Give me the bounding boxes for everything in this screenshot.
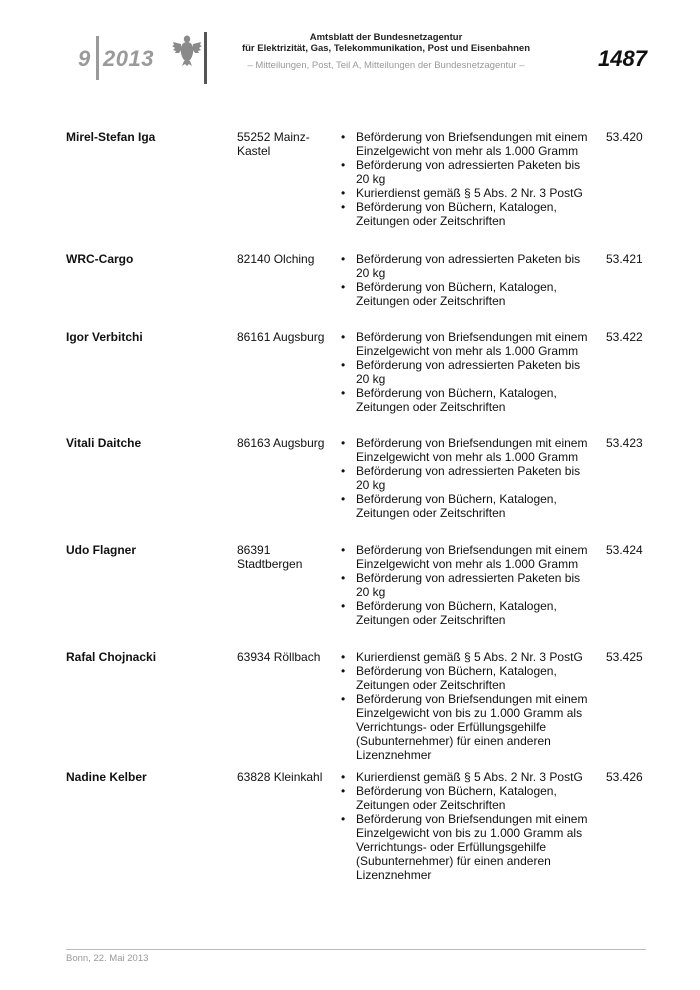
service-list <box>341 436 591 520</box>
service-list <box>341 543 591 627</box>
service-item <box>341 280 591 308</box>
service-item <box>341 599 591 627</box>
license-number: 53.425 <box>606 650 643 664</box>
service-text: Beförderung von Briefsendungen mit einem Einzelgewicht von mehr als 1.000 Gramm <box>356 130 588 158</box>
bullet-icon: • <box>341 280 346 294</box>
bullet-icon: • <box>341 492 346 506</box>
service-text: Beförderung von Büchern, Katalogen, Zeitungen oder Zeitschriften <box>356 280 557 308</box>
license-number: 53.426 <box>606 770 643 784</box>
service-text: Beförderung von Briefsendungen mit einem Einzelgewicht von mehr als 1.000 Gramm <box>356 436 588 464</box>
service-item <box>341 812 591 882</box>
licensee-location: 86161 Augsburg <box>237 330 325 344</box>
service-item <box>341 186 591 200</box>
bullet-icon: • <box>341 386 346 400</box>
federal-eagle-icon <box>172 33 202 67</box>
service-list <box>341 330 591 414</box>
service-text: Beförderung von Büchern, Katalogen, Zeitungen oder Zeitschriften <box>356 599 557 627</box>
service-item <box>341 252 591 280</box>
bullet-icon: • <box>341 464 346 478</box>
issue-number: 9 <box>78 46 91 71</box>
page-header <box>0 0 700 100</box>
issue-year: 2013 <box>103 46 154 71</box>
licensee-location: 82140 Olching <box>237 252 315 266</box>
license-number: 53.424 <box>606 543 643 557</box>
license-number: 53.420 <box>606 130 643 144</box>
footer-date: Bonn, 22. Mai 2013 <box>66 953 149 964</box>
licensee-name: Rafal Chojnacki <box>66 650 157 664</box>
service-text: Kurierdienst gemäß § 5 Abs. 2 Nr. 3 PostG <box>356 770 583 784</box>
licensee-location: 63828 Kleinkahl <box>237 770 323 784</box>
licensee-location: 63934 Röllbach <box>237 650 321 664</box>
service-text: Beförderung von adressierten Paketen bis 20 kg <box>356 358 581 386</box>
service-text: Beförderung von Büchern, Katalogen, Zeitungen oder Zeitschriften <box>356 784 557 812</box>
bullet-icon: • <box>341 650 346 664</box>
service-item <box>341 158 591 186</box>
service-text: Beförderung von adressierten Paketen bis 20 kg <box>356 464 581 492</box>
service-item <box>341 664 591 692</box>
licensee-name: Udo Flagner <box>66 543 137 557</box>
bullet-icon: • <box>341 770 346 784</box>
license-number: 53.423 <box>606 436 643 450</box>
service-text: Kurierdienst gemäß § 5 Abs. 2 Nr. 3 PostG <box>356 650 583 664</box>
service-item <box>341 650 591 664</box>
bullet-icon: • <box>341 664 346 678</box>
bullet-icon: • <box>341 599 346 613</box>
service-item <box>341 436 591 464</box>
header-divider <box>204 32 207 84</box>
publication-subtitle: – Mitteilungen, Post, Teil A, Mitteilungen der Bundesnetzagentur – <box>247 60 525 71</box>
service-text: Beförderung von Briefsendungen mit einem Einzelgewicht von bis zu 1.000 Gramm als Verrichtungs- oder Erfüllungsgehilfe (Subunternehmer) für einen anderen Lizenznehmer <box>356 692 588 762</box>
bullet-icon: • <box>341 158 346 172</box>
licensee-name: Mirel-Stefan Iga <box>66 130 156 144</box>
licensee-location: 86163 Augsburg <box>237 436 325 450</box>
licensee-name: Nadine Kelber <box>66 770 147 784</box>
licensee-location: 55252 Mainz-Kastel <box>237 130 310 158</box>
service-item <box>341 386 591 414</box>
bullet-icon: • <box>341 692 346 706</box>
license-number: 53.422 <box>606 330 643 344</box>
bullet-icon: • <box>341 571 346 585</box>
service-item <box>341 464 591 492</box>
service-item <box>341 200 591 228</box>
licensee-name: WRC-Cargo <box>66 252 134 266</box>
service-text: Beförderung von adressierten Paketen bis 20 kg <box>356 252 581 280</box>
service-item <box>341 770 591 784</box>
service-item <box>341 692 591 762</box>
service-item <box>341 543 591 571</box>
service-text: Beförderung von Briefsendungen mit einem Einzelgewicht von bis zu 1.000 Gramm als Verrichtungs- oder Erfüllungsgehilfe (Subunternehmer) für einen anderen Lizenznehmer <box>356 812 588 882</box>
service-text: Beförderung von Büchern, Katalogen, Zeitungen oder Zeitschriften <box>356 492 557 520</box>
service-text: Kurierdienst gemäß § 5 Abs. 2 Nr. 3 PostG <box>356 186 583 200</box>
service-list <box>341 130 591 228</box>
bullet-icon: • <box>341 358 346 372</box>
service-item <box>341 130 591 158</box>
service-text: Beförderung von Büchern, Katalogen, Zeitungen oder Zeitschriften <box>356 200 557 228</box>
license-number: 53.421 <box>606 252 643 266</box>
licensee-name: Vitali Daitche <box>66 436 142 450</box>
service-list <box>341 650 591 762</box>
service-list <box>341 252 591 308</box>
service-text: Beförderung von Büchern, Katalogen, Zeitungen oder Zeitschriften <box>356 386 557 414</box>
bullet-icon: • <box>341 543 346 557</box>
service-text: Beförderung von adressierten Paketen bis 20 kg <box>356 571 581 599</box>
service-item <box>341 330 591 358</box>
title-line-2: für Elektrizität, Gas, Telekommunikation, Post und Eisenbahnen <box>241 43 531 54</box>
service-list <box>341 770 591 882</box>
service-item <box>341 358 591 386</box>
service-text: Beförderung von Briefsendungen mit einem Einzelgewicht von mehr als 1.000 Gramm <box>356 543 588 571</box>
service-text: Beförderung von Briefsendungen mit einem Einzelgewicht von mehr als 1.000 Gramm <box>356 330 588 358</box>
bullet-icon: • <box>341 784 346 798</box>
service-item <box>341 571 591 599</box>
service-text: Beförderung von Büchern, Katalogen, Zeitungen oder Zeitschriften <box>356 664 557 692</box>
bullet-icon: • <box>341 200 346 214</box>
page-number: 1487 <box>598 46 647 71</box>
bullet-icon: • <box>341 186 346 200</box>
bullet-icon: • <box>341 812 346 826</box>
bullet-icon: • <box>341 330 346 344</box>
service-item <box>341 492 591 520</box>
bullet-icon: • <box>341 436 346 450</box>
title-line-1: Amtsblatt der Bundesnetzagentur <box>309 32 463 43</box>
licensee-name: Igor Verbitchi <box>66 330 143 344</box>
service-text: Beförderung von adressierten Paketen bis 20 kg <box>356 158 581 186</box>
bullet-icon: • <box>341 252 346 266</box>
licensee-location: 86391 Stadtbergen <box>237 543 303 571</box>
service-item <box>341 784 591 812</box>
bullet-icon: • <box>341 130 346 144</box>
publication-title <box>236 32 536 71</box>
issue-separator <box>96 36 99 80</box>
footer-divider <box>66 949 646 950</box>
